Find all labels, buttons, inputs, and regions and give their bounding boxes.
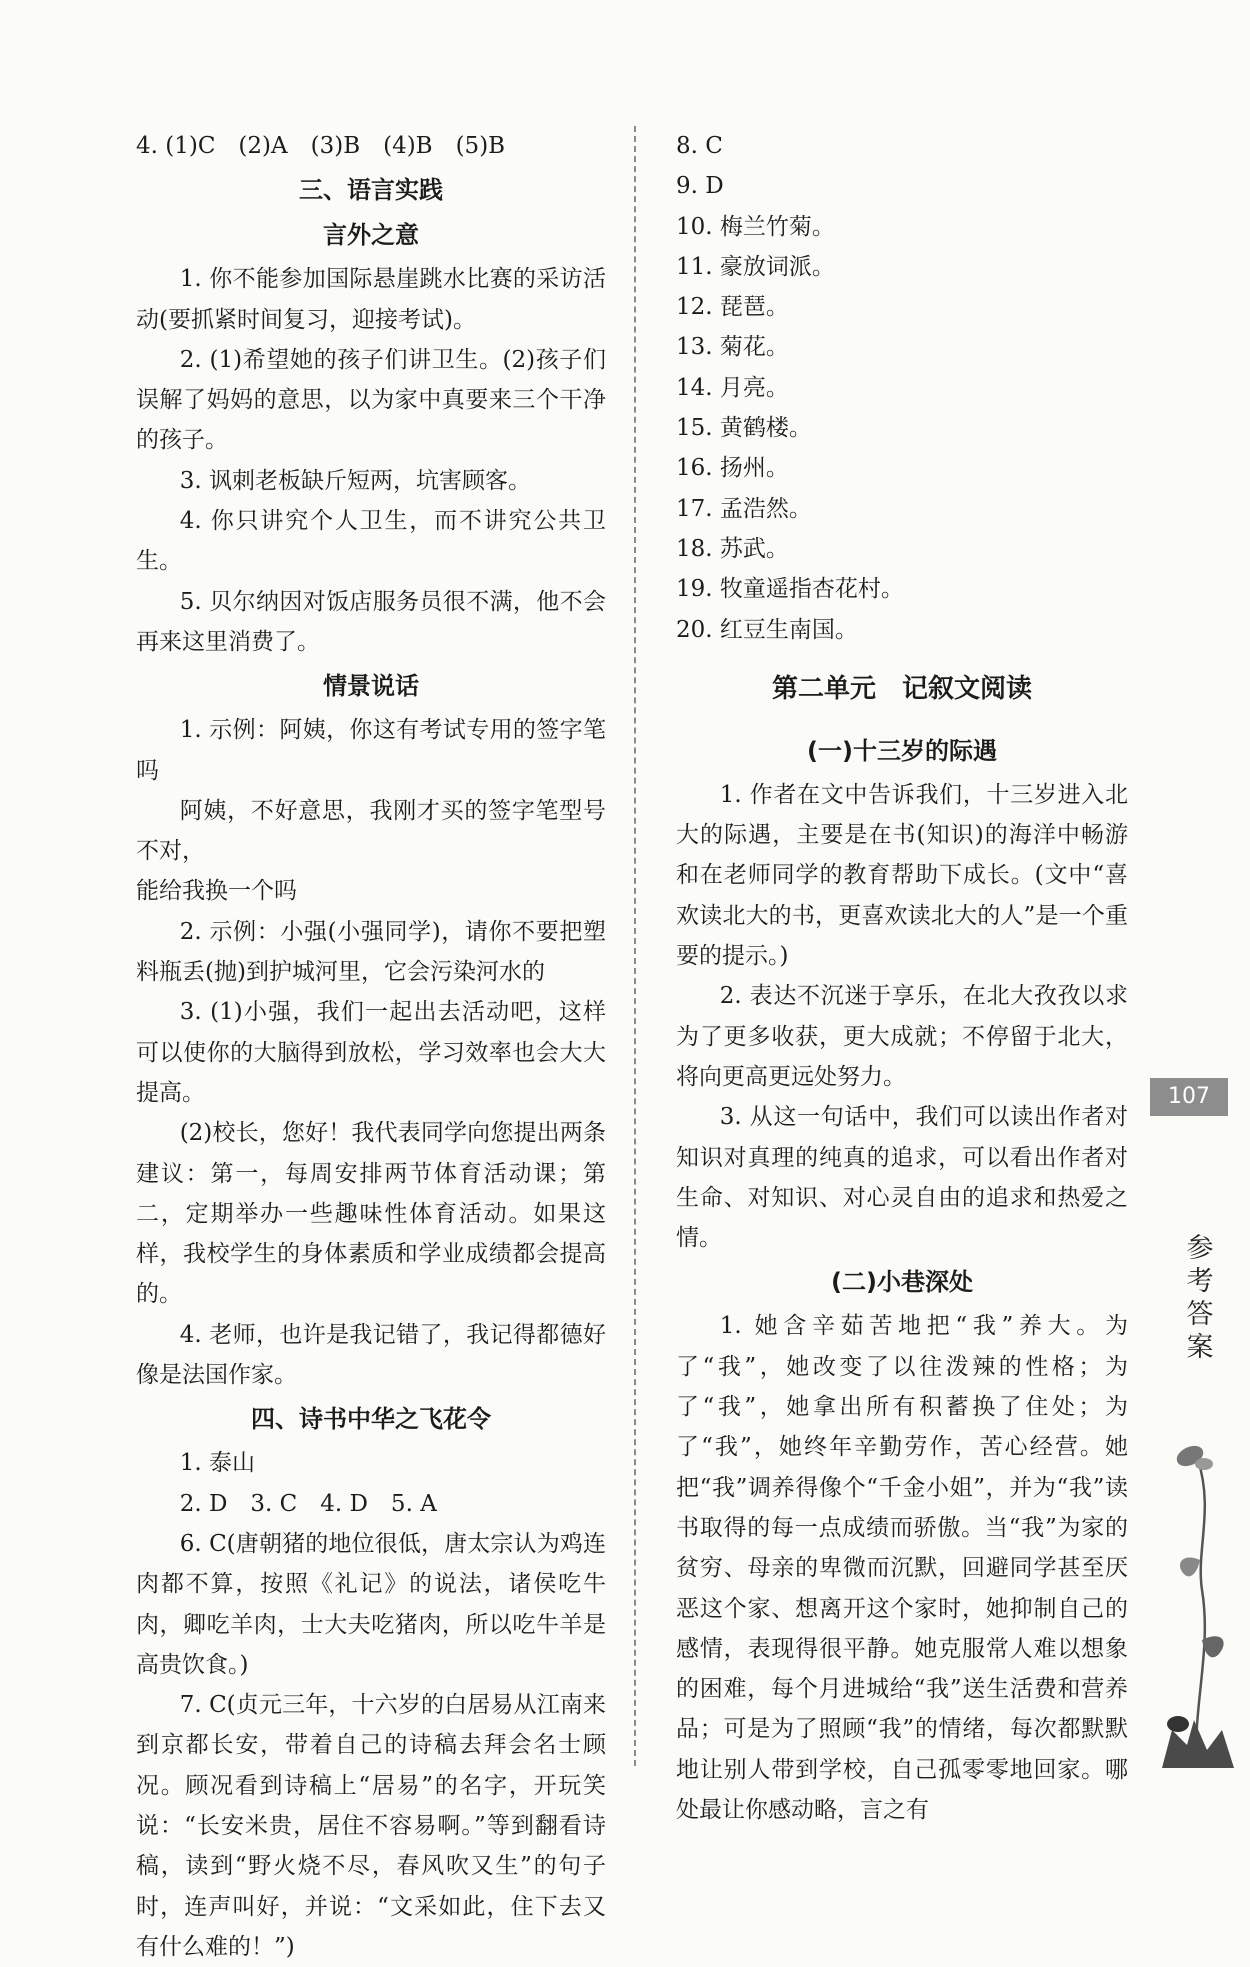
- side-label-char: 案: [1186, 1332, 1214, 1363]
- section-heading: 三、语言实践: [299, 176, 443, 205]
- answer-line: 13. 菊花。: [676, 334, 789, 361]
- subsection-heading: (二)小巷深处: [831, 1268, 973, 1297]
- answer-line: 10. 梅兰竹菊。: [676, 213, 835, 240]
- flower-illustration: [1152, 1430, 1242, 1770]
- answer-line: 16. 扬州。: [676, 455, 789, 482]
- answer-paragraph: 1. 示例：阿姨，你这有考试专用的签字笔吗: [136, 717, 606, 784]
- answer-paragraph: 4. 你只讲究个人卫生，而不讲究公共卫生。: [136, 508, 606, 575]
- answer-line: 9. D: [676, 173, 724, 200]
- answer-paragraph: 2. (1)希望她的孩子们讲卫生。(2)孩子们误解了妈妈的意思，以为家中真要来三个干净的孩子。: [136, 346, 606, 454]
- answer-line: 15. 黄鹤楼。: [676, 415, 812, 442]
- subsection-heading: (一)十三岁的际遇: [807, 736, 997, 765]
- answer-paragraph: 1. 她含辛茹苦地把“我”养大。为了“我”，她改变了以往泼辣的性格；为了“我”，她拿出所有积蓄换了住处；为了“我”，她终年辛勤劳作，苦心经营。她把“我”调养得像个“千金小姐”，并为“我”读书取得的每一点成绩而骄傲。当“我”为家的贫穷、母亲的卑微而沉默，回避同学甚至厌恶这个家、想离开这个家时，她抑制自己的感情，表现得很平静。她克服常人难以想象的困难，每个月进城给“我”送生活费和营养品；可是为了照顾“我”的情绪，每次都默默地让别人带到学校，自己孤零零地回家。哪处最让你感动略，言之有: [676, 1313, 1128, 1823]
- answer-line: 20. 红豆生南国。: [676, 616, 858, 643]
- answer-paragraph: 1. 作者在文中告诉我们，十三岁进入北大的际遇，主要是在书(知识)的海洋中畅游和在老师同学的教育帮助下成长。(文中“喜欢读北大的书，更喜欢读北大的人”是一个重要的提示。): [676, 781, 1128, 970]
- page-number: 107: [1150, 1078, 1228, 1116]
- answer-line: 14. 月亮。: [676, 374, 789, 401]
- answer-line: 1. 泰山: [179, 1450, 255, 1477]
- answer-line: 8. C: [676, 133, 723, 159]
- answer-line: 17. 孟浩然。: [676, 495, 812, 522]
- answer-line: 4. (1)C (2)A (3)B (4)B (5)B: [136, 133, 506, 159]
- side-label: [1180, 1232, 1220, 1364]
- side-label-char: 参: [1186, 1233, 1214, 1264]
- section-heading: 四、诗书中华之飞花令: [251, 1405, 491, 1434]
- answer-paragraph: 1. 你不能参加国际悬崖跳水比赛的采访活动(要抓紧时间复习，迎接考试)。: [136, 266, 606, 333]
- right-column: [676, 126, 1128, 1830]
- answer-paragraph: 能给我换一个吗: [136, 878, 297, 905]
- answer-paragraph: 4. 老师，也许是我记错了，我记得都德好像是法国作家。: [136, 1321, 606, 1389]
- left-column: [136, 126, 606, 1967]
- answer-paragraph: 5. 贝尔纳因对饭店服务员很不满，他不会再来这里消费了。: [136, 588, 606, 655]
- answer-paragraph: 2. 示例：小强(小强同学)，请你不要把塑料瓶丢(抛)到护城河里，它会污染河水的: [136, 918, 606, 986]
- answer-paragraph: 2. 表达不沉迷于享乐，在北大孜孜以求为了更多收获，更大成就；不停留于北大，将向更高更远处努力。: [676, 983, 1128, 1090]
- answer-paragraph: 3. (1)小强，我们一起出去活动吧，这样可以使你的大脑得到放松，学习效率也会大大提高。: [136, 999, 606, 1106]
- answer-paragraph: 3. 讽刺老板缺斤短两，坑害顾客。: [179, 467, 531, 494]
- answer-line: 12. 琵琶。: [676, 294, 789, 321]
- answer-paragraph: 阿姨，不好意思，我刚才买的签字笔型号不对，: [136, 797, 606, 865]
- subsection-heading: 言外之意: [323, 221, 419, 250]
- side-label-char: 答: [1186, 1299, 1214, 1330]
- answer-line: 2. D 3. C 4. D 5. A: [179, 1490, 437, 1517]
- answer-paragraph: 6. C(唐朝猪的地位很低，唐太宗认为鸡连肉都不算，按照《礼记》的说法，诸侯吃牛肉，卿吃羊肉，士大夫吃猪肉，所以吃牛羊是高贵饮食。): [136, 1530, 606, 1678]
- answer-line: 18. 苏武。: [676, 535, 789, 562]
- subsection-heading: 情景说话: [323, 672, 419, 701]
- unit-title: 第二单元 记叙文阅读: [771, 673, 1032, 704]
- side-label-char: 考: [1186, 1266, 1214, 1297]
- answer-paragraph: 7. C(贞元三年，十六岁的白居易从江南来到京都长安，带着自己的诗稿去拜会名士顾况。顾况看到诗稿上“居易”的名字，开玩笑说：“长安米贵，居住不容易啊。”等到翻看诗稿，读到“野火烧不尽，春风吹又生”的句子时，连声叫好，并说：“文采如此，住下去又有什么难的！”): [136, 1692, 606, 1960]
- answer-paragraph: 3. 从这一句话中，我们可以读出作者对知识对真理的纯真的追求，可以看出作者对生命、对知识、对心灵自由的追求和热爱之情。: [676, 1104, 1128, 1252]
- answer-line: 19. 牧童遥指杏花村。: [676, 576, 904, 603]
- answer-line: 11. 豪放词派。: [676, 253, 835, 280]
- answer-paragraph: (2)校长，您好！我代表同学向您提出两条建议：第一，每周安排两节体育活动课；第二，定期举办一些趣味性体育活动。如果这样，我校学生的身体素质和学业成绩都会提高的。: [136, 1120, 606, 1308]
- column-divider: [634, 126, 636, 1766]
